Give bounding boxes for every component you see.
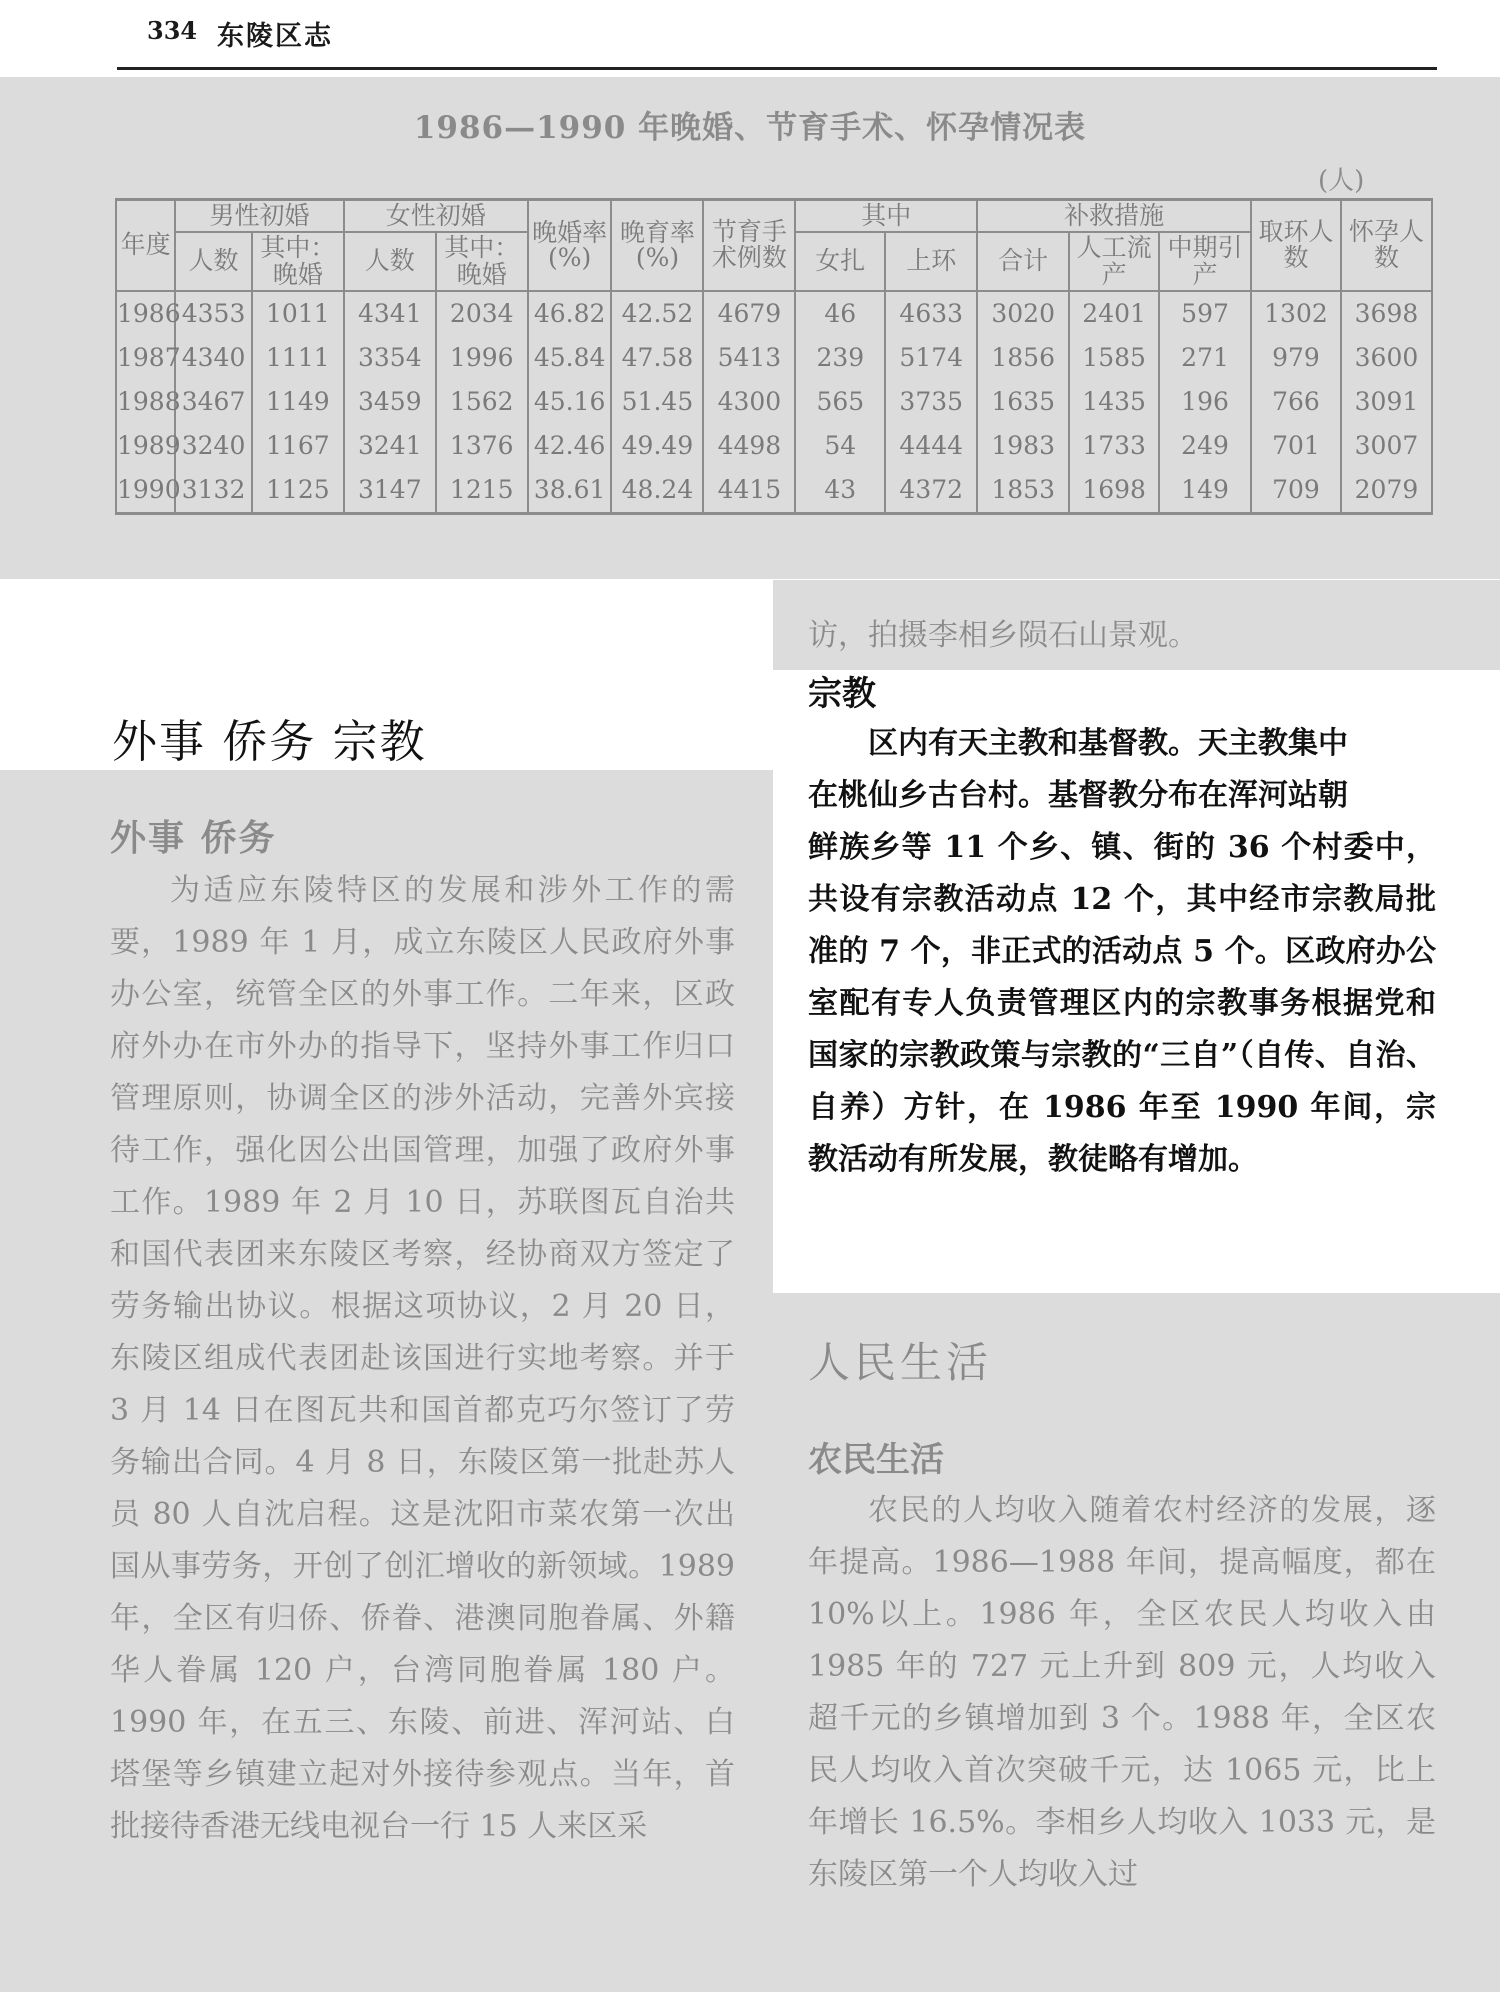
table-cell: 42.46 [528, 424, 612, 468]
table-cell: 1988 [116, 380, 175, 424]
table-cell: 701 [1251, 424, 1341, 468]
left-body-text [110, 865, 735, 1853]
table-cell: 2034 [436, 291, 528, 336]
header-total: 合计 [977, 232, 1069, 291]
header-female: 女性初婚 [344, 200, 528, 233]
table-cell: 239 [795, 336, 885, 380]
table-cell: 565 [795, 380, 885, 424]
table-cell: 4300 [703, 380, 795, 424]
table-cell: 1853 [977, 468, 1069, 514]
table-cell: 1989 [116, 424, 175, 468]
farmer-life-heading: 农民生活 [808, 1440, 944, 1480]
header-abortion: 人工流产 [1069, 232, 1159, 291]
table-cell: 2401 [1069, 291, 1159, 336]
header-remedial: 补救措施 [977, 200, 1251, 233]
table-cell: 2079 [1341, 468, 1432, 514]
table-cell: 4353 [175, 291, 252, 336]
table-row [116, 468, 1432, 514]
farmer-life-body [808, 1485, 1436, 1901]
table-cell: 1302 [1251, 291, 1341, 336]
header-male-late: 其中：晚婚 [252, 232, 344, 291]
header-sterilization-cases: 节育手术例数 [703, 200, 795, 291]
left-subheading: 外事 侨务 [110, 817, 277, 859]
table-cell: 47.58 [611, 336, 703, 380]
table-cell: 46 [795, 291, 885, 336]
table-cell: 1698 [1069, 468, 1159, 514]
table-cell: 38.61 [528, 468, 612, 514]
header-female-count: 人数 [344, 232, 436, 291]
table-cell: 4341 [344, 291, 436, 336]
table-cell: 1990 [116, 468, 175, 514]
table-cell: 1435 [1069, 380, 1159, 424]
header-late-marriage-rate: 晚婚率(%) [528, 200, 612, 291]
table-cell: 597 [1159, 291, 1251, 336]
header-year: 年度 [116, 200, 175, 291]
header-male-count: 人数 [175, 232, 252, 291]
table-cell: 3147 [344, 468, 436, 514]
table-cell: 1149 [252, 380, 344, 424]
header-among: 其中 [795, 200, 977, 233]
page-header [117, 12, 1437, 72]
table-cell: 43 [795, 468, 885, 514]
table-cell: 4340 [175, 336, 252, 380]
foreign-affairs-paragraph: 为适应东陵特区的发展和涉外工作的需要，1989 年 1 月，成立东陵区人民政府外事办公室，统管全区的外事工作。二年来，区政府外办在市外办的指导下，坚持外事工作归口管理原则，协调全区的涉外活动，完善外宾接待工作，强化因公出国管理，加强了政府外事工作。1989 年 2 月 10 日，苏联图瓦自治共和国代表团来东陵区考察，经协商双方签定了劳务输出协议。根据这项协议，2 月 20 日，东陵区组成代表团赴该国进行实地考察。并于 3 月 14 日在图瓦共和国首都克巧尔签订了劳务输出合同。4 月 8 日，东陵区第一批赴苏人员 80 人自沈启程。这是沈阳市菜农第一次出国从事劳务，开创了创汇增收的新领域。1989 年，全区有归侨、侨眷、港澳同胞眷属、外籍华人眷属 120 户，台湾同胞眷属 180 户。1990 年，在五三、东陵、前进、浑河站、白塔堡等乡镇建立起对外接待参观点。当年，首批接待香港无线电视台一行 15 人来区采 [110, 873, 735, 1844]
table-cell: 1987 [116, 336, 175, 380]
religion-heading: 宗教 [808, 674, 876, 714]
table-cell: 979 [1251, 336, 1341, 380]
header-iud-removal: 取环人数 [1251, 200, 1341, 291]
page-number: 334 [147, 16, 198, 45]
header-male: 男性初婚 [175, 200, 344, 233]
statistics-table [115, 198, 1433, 515]
book-title: 东陵区志 [217, 21, 333, 52]
table-cell: 1585 [1069, 336, 1159, 380]
section-title: 外事 侨务 宗教 [112, 715, 427, 768]
table-cell: 49.49 [611, 424, 703, 468]
table-cell: 46.82 [528, 291, 612, 336]
header-rule [117, 67, 1437, 70]
table-cell: 196 [1159, 380, 1251, 424]
header-female-ligation: 女扎 [795, 232, 885, 291]
table-cell: 1376 [436, 424, 528, 468]
table-cell: 4498 [703, 424, 795, 468]
table-row [116, 380, 1432, 424]
table-cell: 249 [1159, 424, 1251, 468]
table-cell: 3007 [1341, 424, 1432, 468]
table-row [116, 291, 1432, 336]
table-cell: 45.16 [528, 380, 612, 424]
table-cell: 3459 [344, 380, 436, 424]
table-cell: 271 [1159, 336, 1251, 380]
table-cell: 3698 [1341, 291, 1432, 336]
religion-body [808, 718, 1436, 1186]
table-cell: 3354 [344, 336, 436, 380]
table-cell: 3600 [1341, 336, 1432, 380]
table-unit: (人) [1318, 166, 1365, 196]
header-late-birth-rate: 晚育率(%) [611, 200, 703, 291]
table-cell: 42.52 [611, 291, 703, 336]
table-cell: 4633 [885, 291, 977, 336]
table-cell: 149 [1159, 468, 1251, 514]
table-cell: 1986 [116, 291, 175, 336]
religion-rest: 鲜族乡等 11 个乡、镇、街的 36 个村委中，共设有宗教活动点 12 个，其中经市宗教局批准的 7 个，非正式的活动点 5 个。区政府办公室配有专人负责管理区内的宗教事务根据党和国家的宗教政策与宗教的“三自”（自传、自治、自养）方针，在 1986 年至 1990 年间，宗教活动有所发展，教徒略有增加。 [808, 830, 1436, 1177]
table-cell: 1733 [1069, 424, 1159, 468]
header-female-late: 其中：晚婚 [436, 232, 528, 291]
people-life-heading: 人民生活 [808, 1338, 993, 1387]
continuation-text: 访，拍摄李相乡陨石山景观。 [808, 618, 1198, 653]
table-cell: 3020 [977, 291, 1069, 336]
table-cell: 1635 [977, 380, 1069, 424]
table-cell: 1215 [436, 468, 528, 514]
table-cell: 3132 [175, 468, 252, 514]
table-cell: 3467 [175, 380, 252, 424]
table-row [116, 424, 1432, 468]
table-cell: 1111 [252, 336, 344, 380]
religion-line-2: 在桃仙乡古台村。基督教分布在浑河站朝 [808, 778, 1348, 813]
table-cell: 1125 [252, 468, 344, 514]
table-cell: 5174 [885, 336, 977, 380]
table-cell: 3241 [344, 424, 436, 468]
header-pregnancies: 怀孕人数 [1341, 200, 1432, 291]
table-cell: 1856 [977, 336, 1069, 380]
table-cell: 709 [1251, 468, 1341, 514]
header-iud: 上环 [885, 232, 977, 291]
table-cell: 48.24 [611, 468, 703, 514]
table-title: 1986—1990 年晚婚、节育手术、怀孕情况表 [413, 110, 1087, 146]
table-cell: 1562 [436, 380, 528, 424]
table-cell: 1167 [252, 424, 344, 468]
table-cell: 4679 [703, 291, 795, 336]
table-body [116, 291, 1432, 514]
table-cell: 1983 [977, 424, 1069, 468]
religion-line-1: 区内有天主教和基督教。天主教集中 [868, 726, 1348, 761]
table-row [116, 336, 1432, 380]
table-cell: 45.84 [528, 336, 612, 380]
table-cell: 4444 [885, 424, 977, 468]
table-cell: 1996 [436, 336, 528, 380]
header-mid-induction: 中期引产 [1159, 232, 1251, 291]
farmer-life-paragraph: 农民的人均收入随着农村经济的发展，逐年提高。1986—1988 年间，提高幅度，都在 10%以上。1986 年，全区农民人均收入由 1985 年的 727 元上升到 809 元，人均收入超千元的乡镇增加到 3 个。1988 年，全区农民人均收入首次突破千元，达 1065 元，比上年增长 16.5%。李相乡人均收入 1033 元，是东陵区第一个人均收入过 [808, 1493, 1436, 1892]
table-cell: 4415 [703, 468, 795, 514]
table-cell: 766 [1251, 380, 1341, 424]
table-cell: 54 [795, 424, 885, 468]
table-cell: 4372 [885, 468, 977, 514]
table-cell: 3091 [1341, 380, 1432, 424]
table-cell: 3240 [175, 424, 252, 468]
table-cell: 3735 [885, 380, 977, 424]
table-cell: 5413 [703, 336, 795, 380]
table-cell: 51.45 [611, 380, 703, 424]
table-cell: 1011 [252, 291, 344, 336]
